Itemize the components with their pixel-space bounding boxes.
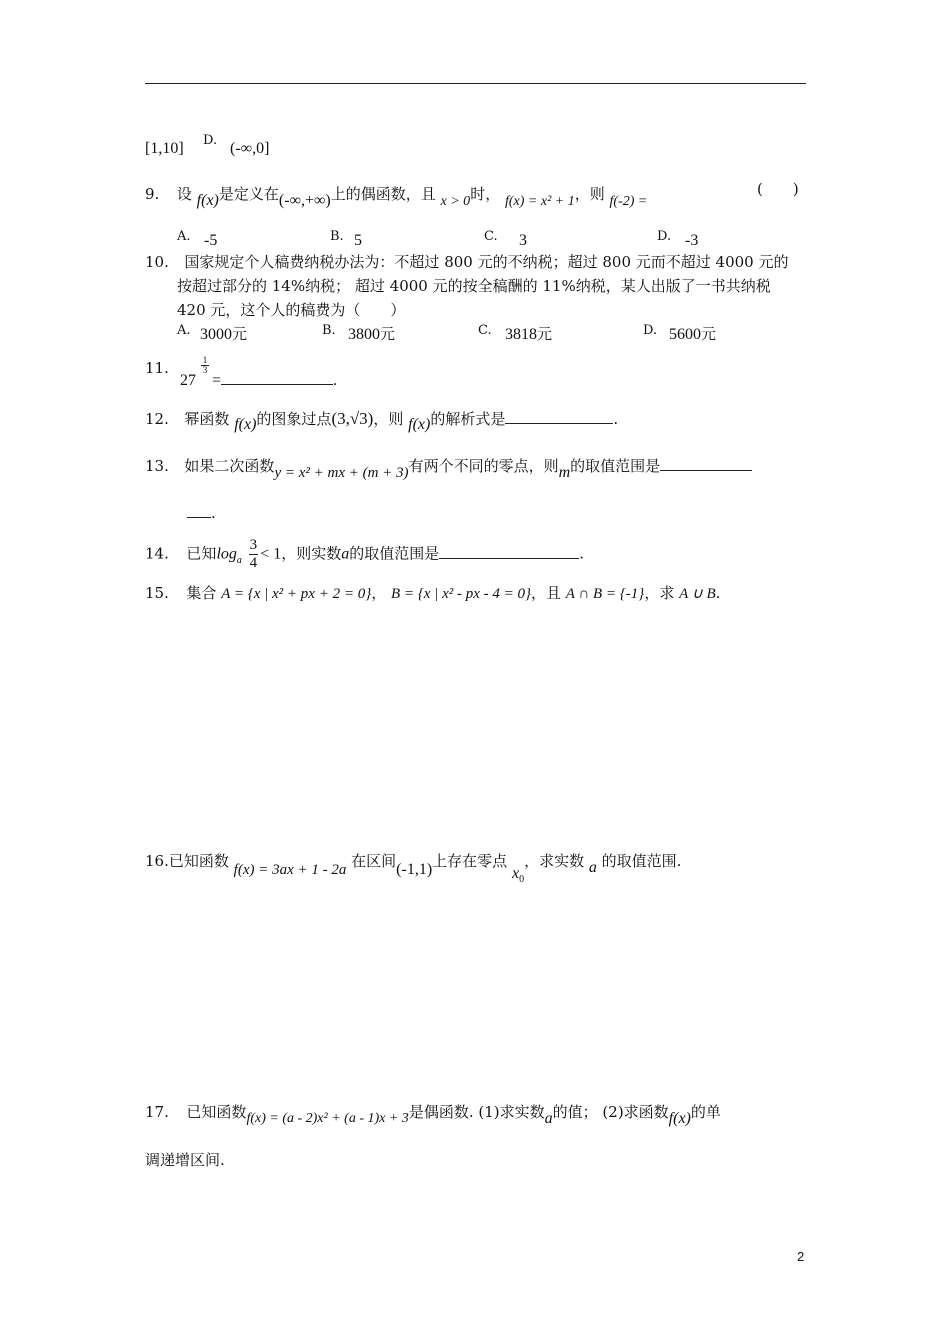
question-9 xyxy=(145,180,799,209)
q12-point: (3,√3) xyxy=(331,409,374,428)
q17-text-b: 是偶函数. xyxy=(408,1103,474,1121)
q16-zero-point: $x_0$ xyxy=(511,865,525,885)
q11-base: 27 xyxy=(180,372,196,389)
q8-options-tail xyxy=(145,137,184,160)
q10-option-a-label: A. xyxy=(177,323,191,338)
q9-number: 9. xyxy=(145,185,160,203)
q14-fraction: $\frac{3}{4}$ xyxy=(249,537,258,571)
q16-text-e: 的取值范围. xyxy=(601,852,682,870)
q12-answer-blank xyxy=(505,409,613,424)
q16-number: 16. xyxy=(145,852,169,870)
q13-var-m: m xyxy=(558,464,571,481)
q17-f-x: f(x) xyxy=(668,1110,691,1127)
q13-text-a: 如果二次函数 xyxy=(184,457,275,475)
q10-option-d: 5600元 xyxy=(669,325,717,343)
q11-exponent: 1 3 xyxy=(202,355,208,375)
q9-query: f(-2) = xyxy=(609,194,648,209)
q10-number: 10. xyxy=(145,253,169,271)
question-12: 12. 幂函数 f(x)的图象过点(3,√3)，则 f(x)的解析式是 . xyxy=(145,409,619,433)
question-13 xyxy=(145,455,752,481)
q12-text-c: ，则 xyxy=(373,410,404,428)
q14-number: 14. xyxy=(145,544,169,563)
q15-number: 15. xyxy=(145,584,169,602)
q11-equals: = xyxy=(212,372,222,389)
q12-text-d: 的解析式是 xyxy=(430,410,506,428)
q10-option-a: 3000元 xyxy=(200,325,248,343)
q9-text-e: ，则 xyxy=(574,185,605,203)
q17-text-d: 的单 xyxy=(690,1103,721,1121)
q17-part-1: (1)求实数 xyxy=(478,1103,545,1121)
q9-option-a-value: -5 xyxy=(204,232,218,249)
question-14: 14. 已知$\log_a$ $\frac{3}{4}$ < 1，则实数a的取值范围是 . xyxy=(145,537,585,571)
q10-option-c: 3818元 xyxy=(505,325,553,343)
q15-set-b: B = {x | x² - px - 4 = 0} xyxy=(391,586,531,602)
q11-number: 11. xyxy=(145,359,169,377)
q17-line-2: 调递增区间. xyxy=(145,1151,225,1169)
q9-formula: f(x) = x² + 1 xyxy=(504,194,575,209)
q12-text-a: 幂函数 xyxy=(184,410,230,428)
q17-number: 17. xyxy=(145,1103,169,1121)
question-10 xyxy=(145,251,788,273)
q14-log-base: a xyxy=(236,554,242,566)
q16-text-b: 在区间 xyxy=(351,852,397,870)
q15-text-b: ，且 xyxy=(531,584,562,602)
q12-f-x: f(x) xyxy=(234,416,257,433)
q15-set-a: A = {x | x² + px + 2 = 0} xyxy=(221,586,372,602)
q14-relation: < 1 xyxy=(260,545,282,563)
question-11 xyxy=(145,357,169,379)
q9-text-c: 上的偶函数，且 xyxy=(330,185,436,203)
q13-answer-blank xyxy=(660,456,752,471)
q16-var-a: a xyxy=(588,859,597,876)
q14-text-a: 已知 xyxy=(186,544,217,563)
q13-continuation: . xyxy=(187,502,216,524)
question-16 xyxy=(145,850,682,885)
q9-domain: (-∞,+∞) xyxy=(278,192,331,209)
q17-var-a: a xyxy=(544,1110,553,1127)
q13-text-c: 的取值范围是 xyxy=(570,457,661,475)
q9-option-b-value: 5 xyxy=(354,232,362,249)
question-17 xyxy=(145,1101,721,1125)
q16-text-a: 已知函数 xyxy=(168,852,229,870)
question-15: 15. 集合 A = {x | x² + px + 2 = 0}， B = {x | x² - px - 4 = 0}，且 A ∩ B = {-1}，求 A ∪ B. xyxy=(145,584,721,602)
q10-option-b-label: B. xyxy=(322,323,336,338)
q8-option-c-value: [1,10] xyxy=(145,140,184,157)
q9-f-x: f(x) xyxy=(196,192,219,209)
q9-option-d-label: D. xyxy=(657,229,672,244)
q14-var-a: a xyxy=(341,545,350,563)
q9-text-b: 是定义在 xyxy=(218,185,279,203)
q10-line-3: 420 元，这个人的稿费为（ ） xyxy=(177,301,406,319)
q10-option-c-label: C. xyxy=(478,323,492,338)
q17-text-c: 的值； xyxy=(552,1103,598,1121)
q17-text-a: 已知函数 xyxy=(186,1103,247,1121)
q9-option-a-label: A. xyxy=(177,229,191,244)
q12-f-x-2: f(x) xyxy=(408,416,431,433)
q15-condition: A ∩ B = {-1} xyxy=(565,586,645,602)
q14-log: log xyxy=(216,545,237,563)
q12-text-b: 的图象过点 xyxy=(256,410,332,428)
q15-text-a: 集合 xyxy=(186,584,217,602)
q10-option-d-label: D. xyxy=(643,323,658,338)
q13-text-b: 有两个不同的零点，则 xyxy=(408,457,559,475)
page-number: 2 xyxy=(797,1249,805,1264)
header-rule xyxy=(145,83,806,84)
q10-option-b: 3800元 xyxy=(348,325,396,343)
q16-interval: (-1,1) xyxy=(396,861,433,878)
q8-option-d-value: (-∞,0] xyxy=(230,140,270,157)
q14-text-c: 的取值范围是 xyxy=(349,544,440,563)
q10-line-2: 按超过部分的 14%纳税； 超过 4000 元的按全稿酬的 11%纳税，某人出版了一书共纳税 xyxy=(177,277,771,295)
q13-number: 13. xyxy=(145,457,169,475)
q16-text-c: 上存在零点 xyxy=(432,852,508,870)
q14-text-b: ，则实数 xyxy=(281,544,342,563)
q17-part-2: (2)求函数 xyxy=(602,1103,669,1121)
q13-formula: y = x² + mx + (m + 3) xyxy=(274,465,409,481)
q13-answer-blank-2 xyxy=(187,503,211,518)
q12-number: 12. xyxy=(145,410,169,428)
q11-expression: 27 1 3 = . xyxy=(180,355,338,389)
q9-option-c-label: C. xyxy=(484,229,498,244)
q9-option-b-label: B. xyxy=(330,229,344,244)
q15-text-c: ，求 xyxy=(644,584,675,602)
q17-formula: f(x) = (a - 2)x² + (a - 1)x + 3 xyxy=(246,1111,409,1126)
q16-text-d: ，求实数 xyxy=(524,852,585,870)
q9-text-d: 时， xyxy=(470,185,501,203)
q9-option-c-value: 3 xyxy=(519,232,527,249)
q11-answer-blank xyxy=(221,370,333,385)
q10-line-1: 国家规定个人稿费纳税办法为：不超过 800 元的不纳税；超过 800 元而不超过 4000 元的 xyxy=(184,253,789,271)
q9-answer-paren: ( ) xyxy=(757,180,799,198)
q9-condition: x > 0 xyxy=(440,194,471,209)
q15-target: A ∪ B xyxy=(679,586,716,602)
q16-formula: f(x) = 3ax + 1 - 2a xyxy=(233,862,347,878)
q8-option-d-label: D. xyxy=(203,133,218,148)
q9-text-a: 设 xyxy=(176,185,192,203)
q14-answer-blank xyxy=(439,544,579,559)
q9-option-d-value: -3 xyxy=(685,232,699,249)
